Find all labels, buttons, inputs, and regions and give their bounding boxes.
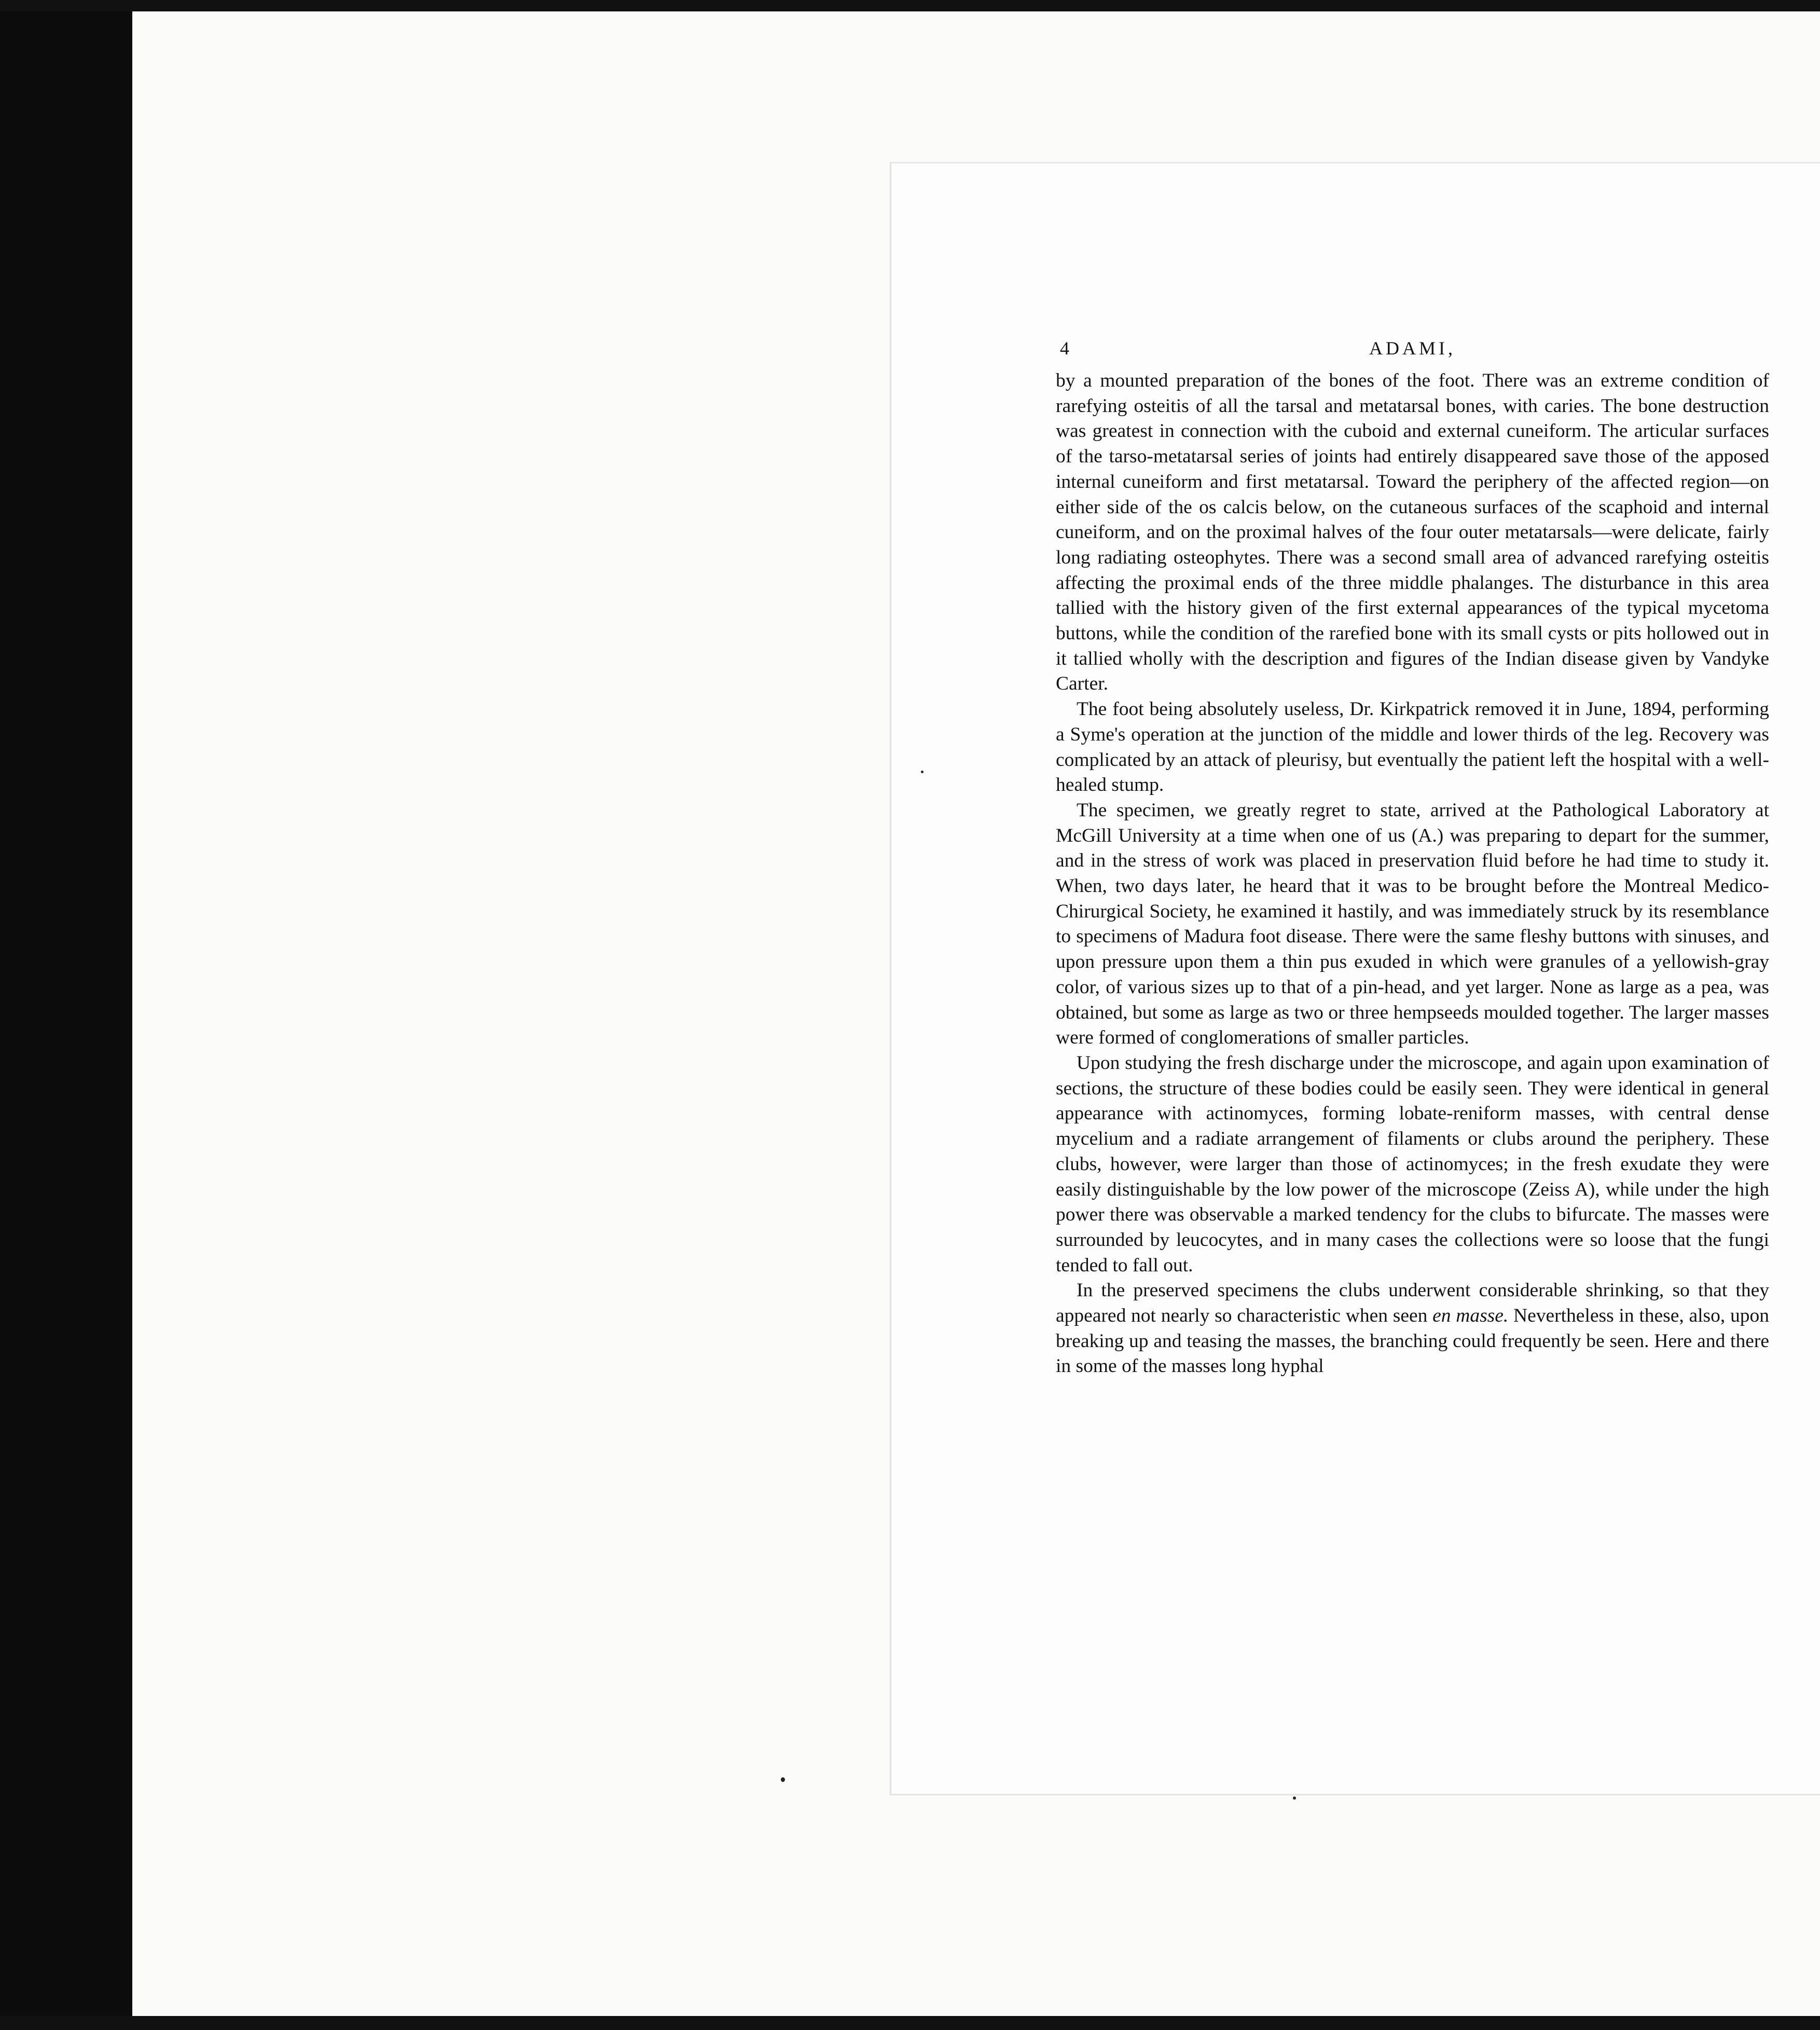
- scan-dark-border-bottom: [0, 2016, 1820, 2030]
- paragraph-5: [1056, 1278, 1769, 1379]
- scan-speck: [1293, 1796, 1296, 1800]
- paragraph-2: The foot being absolutely useless, Dr. Kirkpatrick removed it in June, 1894, performing a Syme's operation at the junction of the middle and lower thirds of the leg. Recovery was complicated by an attack of pleurisy, but eventually the patient left the hospital with a well-healed stump.: [1056, 698, 1769, 796]
- paragraph-1: by a mounted preparation of the bones of the foot. There was an extreme condition of rarefying osteitis of all the tarsal and metatarsal bones, with caries. The bone destruction was greatest in connection with the cuboid and external cuneiform. The articular surfaces of the tarso-metatarsal series of joints had entirely disappeared save those of the apposed internal cuneiform and first metatarsal. Toward the periphery of the affected region—on either side of the os calcis below, on the cutaneous surfaces of the scaphoid and internal cuneiform, and on the proximal halves of the four outer metatarsals—were delicate, fairly long radiating osteophytes. There was a second small area of advanced rarefying osteitis affecting the proximal ends of the three middle phalanges. The disturbance in this area tallied with the history given of the first external appearances of the typical mycetoma buttons, while the condition of the rarefied bone with its small cysts or pits hollowed out in it tallied wholly with the description and figures of the Indian disease given by Vandyke Carter.: [1056, 370, 1769, 695]
- running-head-title: ADAMI,: [1369, 338, 1456, 359]
- scan-speck: [921, 771, 923, 773]
- scan-dark-border-left: [0, 0, 132, 2030]
- paragraph-4: Upon studying the fresh discharge under the microscope, and again upon examination of sections, the structure of these bodies could be easily seen. They were identical in general appearance with actinomyces, forming lobate-reniform masses, with central dense mycelium and a radiate arrangement of filaments or clubs around the periphery. These clubs, however, were larger than those of actinomyces; in the fresh exudate they were easily distinguishable by the low power of the microscope (Zeiss A), while under the high power there was observable a marked tendency for the clubs to bifurcate. The masses were surrounded by leucocytes, and in many cases the collections were so loose that the fungi tended to fall out.: [1056, 1052, 1769, 1276]
- page-number: 4: [1060, 338, 1072, 359]
- paragraph-5-text-start: In the preserved specimens the clubs underwent considerable shrinking, so that they appeared not nearly so characteristic when seen: [1056, 1280, 1769, 1327]
- paragraph-3: The specimen, we greatly regret to state, arrived at the Pathological Laboratory at McGill University at a time when one of us (A.) was preparing to depart for the summer, and in the stress of work was placed in preservation fluid before he had time to study it. When, two days later, he heard that it was to be brought before the Montreal Medico-Chirurgical Society, he examined it hastily, and was immediately struck by its resemblance to specimens of Madura foot disease. There were the same fleshy buttons with sinuses, and upon pressure upon them a thin pus exuded in which were granules of a yellowish-gray color, of various sizes up to that of a pin-head, and yet larger. None as large as a pea, was obtained, but some as large as two or three hempseeds moulded together. The larger masses were formed of conglomerations of smaller particles.: [1056, 799, 1769, 1049]
- printed-page: [1056, 332, 1769, 1379]
- paragraph-5-text-end: Nevertheless in these, also, upon breaking up and teasing the masses, the branching could frequently be seen. Here and there in some of the masses long hyphal: [1056, 1305, 1770, 1377]
- scan-dark-border-top: [0, 0, 1820, 11]
- body-text: [1056, 368, 1769, 1379]
- scan-speck: [781, 1777, 785, 1782]
- italic-phrase: en masse.: [1432, 1305, 1509, 1327]
- running-head: [1056, 332, 1769, 368]
